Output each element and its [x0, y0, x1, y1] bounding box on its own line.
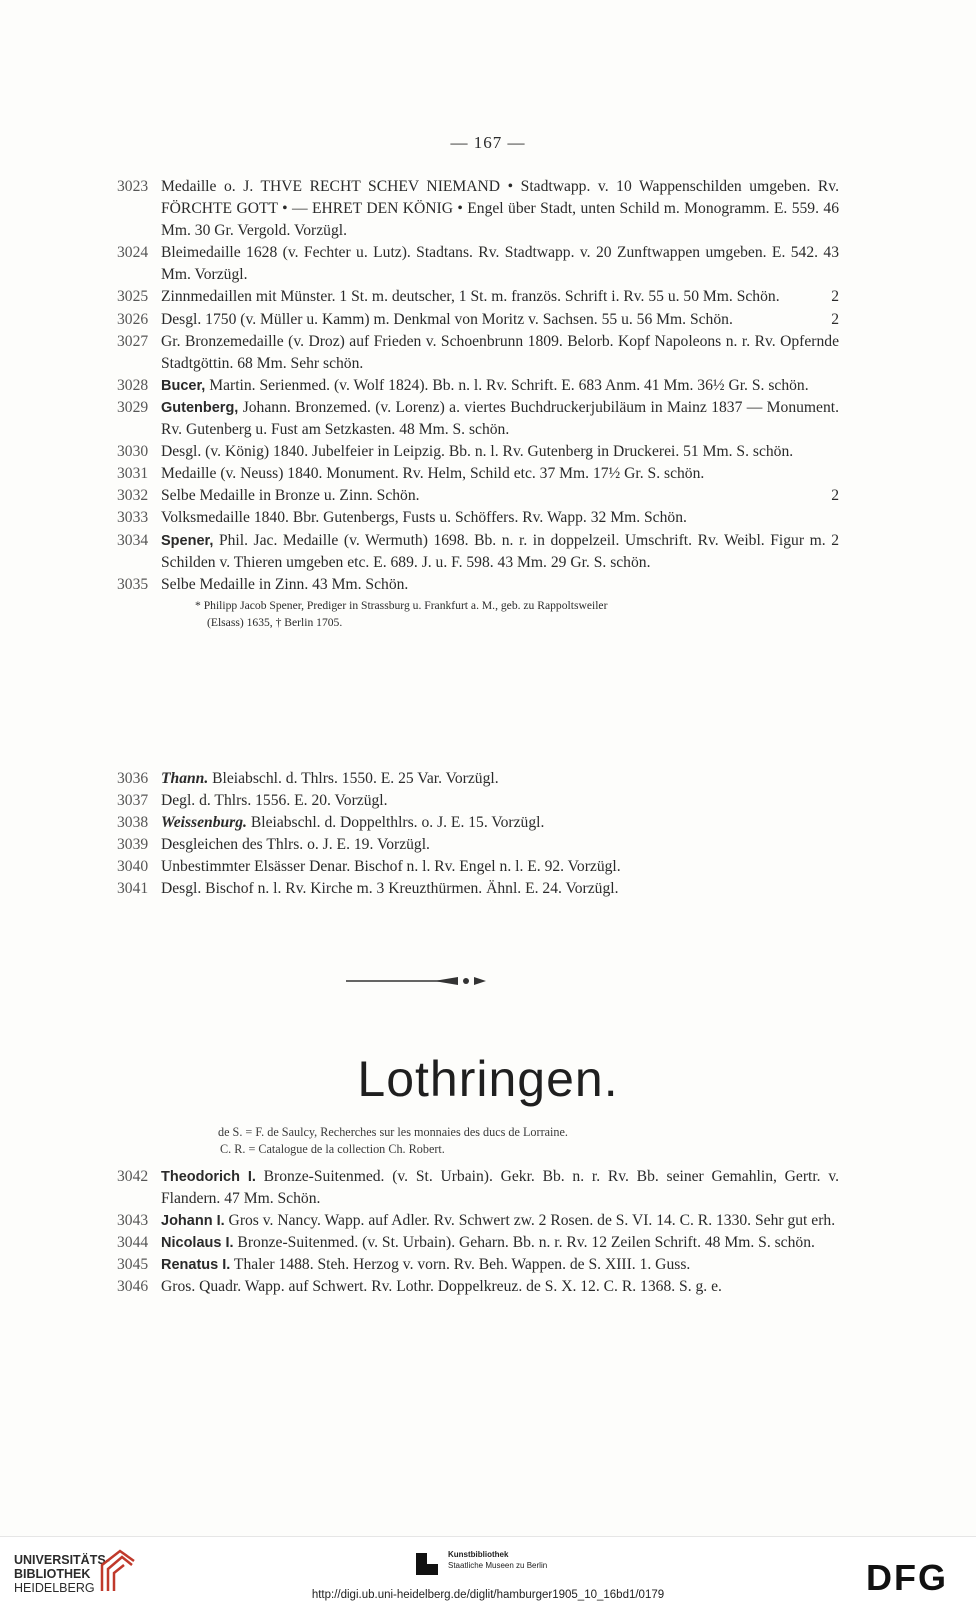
catalog-entry [117, 790, 839, 812]
entry-text: Medaille o. J. THVE RECHT SCHEV NIEMAND • Stadtwapp. v. 10 Wappenschilden umgeben. Rv. FÖRCHTE GOTT • — EHRET DEN KÖNIG • Engel über Stadt, unten Schild m. Monogramm. E. 559. 46 Mm. 30 Gr. Vergold. Vorzügl. [161, 178, 839, 240]
place-name: Weissenburg. [161, 814, 247, 832]
entry-text: Desgleichen des Thlrs. o. J. E. 19. Vorzügl. [161, 836, 430, 854]
ruler-name: Nicolaus I. [161, 1235, 234, 1252]
catalog-entry [117, 1254, 839, 1276]
entry-text: Johann. Bronzemed. (v. Lorenz) a. viertes Buchdruckerjubiläum in Mainz 1837 — Monument. Rv. Gutenberg u. Fust am Setzkasten. 48 Mm. S. schön. [161, 398, 839, 439]
catalog-entry [117, 176, 839, 242]
kunstbibliothek-logo-text [448, 1549, 547, 1571]
person-name: Gutenberg, [161, 399, 239, 416]
digitization-footer [0, 1536, 976, 1607]
lot-number: 3025 [117, 288, 149, 306]
catalog-entry [117, 574, 839, 596]
catalog-entry [117, 1166, 839, 1210]
catalog-entry [117, 1210, 839, 1232]
catalog-entry [117, 463, 839, 485]
lot-number: 3037 [117, 792, 149, 810]
entry-text: Volksmedaille 1840. Bbr. Gutenbergs, Fusts u. Schöffers. Rv. Wapp. 32 Mm. Schön. [161, 509, 687, 527]
library-name-line: HEIDELBERG [14, 1581, 95, 1595]
lot-number: 3035 [117, 575, 149, 593]
ruler-name: Theodorich I. [161, 1169, 256, 1185]
lot-number: 3042 [117, 1168, 149, 1185]
footnote [117, 597, 839, 631]
lot-number: 3044 [117, 1234, 149, 1252]
entry-text: Selbe Medaille in Bronze u. Zinn. Schön. [161, 487, 420, 505]
lot-number: 3041 [117, 880, 149, 898]
catalog-entry [117, 286, 839, 308]
entry-text: Bronze-Suitenmed. (v. St. Urbain). Gekr. Bb. n. r. Rv. Bb. seiner Gemahlin, Gertr. v. Flandern. 47 Mm. Schön. [161, 1168, 840, 1208]
kunstbibliothek-logo-icon [416, 1553, 438, 1575]
kb-name: Kunstbibliothek [448, 1550, 509, 1559]
entries-middle [117, 768, 839, 901]
quantity: 2 [831, 310, 839, 328]
quantity: 2 [831, 288, 839, 306]
lot-number: 3032 [117, 487, 149, 505]
lot-number: 3046 [117, 1278, 149, 1296]
entry-text: Desgl. Bischof n. l. Rv. Kirche m. 3 Kreuzthürmen. Ähnl. E. 24. Vorzügl. [161, 880, 619, 898]
catalog-entry [117, 768, 839, 790]
lot-number: 3028 [117, 376, 149, 394]
lot-number: 3029 [117, 398, 149, 416]
catalog-entry [117, 441, 839, 463]
kb-subtitle: Staatliche Museen zu Berlin [448, 1561, 548, 1570]
person-name: Spener, [161, 532, 214, 549]
lot-number: 3036 [117, 770, 149, 787]
catalog-entry [117, 397, 839, 441]
lot-number: 3024 [117, 244, 149, 262]
entry-text: Bleiabschl. d. Thlrs. 1550. E. 25 Var. Vorzügl. [208, 770, 499, 787]
page-number: — 167 — [450, 133, 526, 152]
lot-number: 3039 [117, 836, 149, 854]
lot-number: 3030 [117, 443, 149, 461]
lot-number: 3043 [117, 1212, 149, 1230]
lot-number: 3027 [117, 332, 149, 350]
catalog-entry [117, 530, 839, 574]
catalog-entry [117, 507, 839, 529]
lot-number: 3038 [117, 814, 149, 832]
entry-text: Desgl. 1750 (v. Müller u. Kamm) m. Denkmal von Moritz v. Sachsen. 55 u. 56 Mm. Schön. [161, 310, 733, 328]
entry-text: Bronze-Suitenmed. (v. St. Urbain). Geharn. Bb. n. r. Rv. 12 Zeilen Schrift. 48 Mm. S. schön. [233, 1234, 815, 1252]
entry-text: Degl. d. Thlrs. 1556. E. 20. Vorzügl. [161, 792, 388, 810]
catalog-entry [117, 812, 839, 834]
entry-text: Zinnmedaillen mit Münster. 1 St. m. deutscher, 1 St. m. französ. Schrift i. Rv. 55 u. 50 Mm. Schön. [161, 288, 780, 306]
entry-text: Gr. Bronzemedaille (v. Droz) auf Frieden v. Schoenbrunn 1809. Belorb. Kopf Napoleons n. r. Rv. Opfernde Stadtgöttin. 68 Mm. Sehr schön. [161, 332, 839, 372]
library-name-line: UNIVERSITÄTS- [14, 1553, 110, 1567]
catalog-entry [117, 834, 839, 856]
section-divider-ornament [346, 975, 486, 987]
catalog-entry [117, 1276, 839, 1298]
section-heading: Lothringen. [357, 1051, 619, 1107]
place-name: Thann. [161, 770, 209, 787]
entries-bottom [117, 1166, 839, 1299]
catalog-entry [117, 309, 839, 331]
footnote-line: * Philipp Jacob Spener, Prediger in Strassburg u. Frankfurt a. M., geb. zu Rappoltsweiler [195, 598, 608, 612]
entry-text: Medaille (v. Neuss) 1840. Monument. Rv. Helm, Schild etc. 37 Mm. 17½ Gr. S. schön. [161, 465, 705, 483]
catalog-entry [117, 331, 839, 375]
entries-top [117, 176, 839, 631]
lot-number: 3033 [117, 509, 149, 527]
entry-text: Selbe Medaille in Zinn. 43 Mm. Schön. [161, 575, 409, 593]
entry-text: Thaler 1488. Steh. Herzog v. vorn. Rv. Beh. Wappen. de S. XIII. 1. Guss. [230, 1256, 691, 1274]
university-library-logo-icon [98, 1547, 138, 1595]
catalog-entry [117, 242, 839, 286]
permalink-url[interactable]: http://digi.ub.uni-heidelberg.de/diglit/hamburger1905_10_16bd1/0179 [311, 1589, 665, 1601]
entry-text: Bleiabschl. d. Doppelthlrs. o. J. E. 15. Vorzügl. [246, 814, 545, 832]
lot-number: 3045 [117, 1256, 149, 1274]
lot-number: 3031 [117, 465, 149, 483]
catalog-entry [117, 485, 839, 507]
entry-text: Martin. Serienmed. (v. Wolf 1824). Bb. n. l. Rv. Schrift. E. 683 Anm. 41 Mm. 36½ Gr. S. schön. [205, 376, 809, 394]
lot-number: 3026 [117, 310, 149, 328]
lot-number: 3023 [117, 178, 149, 195]
ruler-name: Renatus I. [161, 1257, 231, 1274]
person-name: Bucer, [161, 377, 206, 394]
catalog-entry [117, 856, 839, 878]
abbreviations [218, 1124, 568, 1158]
catalog-entry [117, 375, 839, 397]
abbreviation-line: de S. = F. de Saulcy, Recherches sur les monnaies des ducs de Lorraine. [218, 1125, 568, 1139]
ruler-name: Johann I. [161, 1213, 225, 1230]
abbreviation-line: C. R. = Catalogue de la collection Ch. Robert. [220, 1142, 445, 1156]
lot-number: 3034 [117, 531, 149, 549]
entry-text: Gros v. Nancy. Wapp. auf Adler. Rv. Schwert zw. 2 Rosen. de S. VI. 14. C. R. 1330. Sehr gut erh. [224, 1212, 836, 1230]
quantity: 2 [831, 487, 839, 505]
entry-text: Gros. Quadr. Wapp. auf Schwert. Rv. Lothr. Doppelkreuz. de S. X. 12. C. R. 1368. S. g. e. [161, 1278, 722, 1296]
footnote-line: (Elsass) 1635, † Berlin 1705. [207, 615, 343, 629]
entry-text: Phil. Jac. Medaille (v. Wermuth) 1698. Bb. n. r. in doppelzeil. Umschrift. Rv. Weibl. Figur m. 2 Schilden v. Thieren umgeben etc. E. 689. J. u. F. 598. 43 Mm. 29 Gr. S. schön. [161, 531, 839, 571]
catalog-entry [117, 1232, 839, 1254]
entry-text: Unbestimmter Elsässer Denar. Bischof n. l. Rv. Engel n. l. E. 92. Vorzügl. [161, 858, 621, 876]
catalog-entry [117, 878, 839, 900]
entry-text: Bleimedaille 1628 (v. Fechter u. Lutz). Stadtans. Rv. Stadtwapp. v. 20 Zunftwappen umgeben. E. 542. 43 Mm. Vorzügl. [161, 244, 839, 284]
dfg-logo: DFG [866, 1557, 948, 1598]
lot-number: 3040 [117, 858, 149, 876]
entry-text: Desgl. (v. König) 1840. Jubelfeier in Leipzig. Bb. n. l. Rv. Gutenberg in Druckerei. 51 Mm. S. schön. [161, 443, 794, 461]
library-name-line: BIBLIOTHEK [14, 1567, 91, 1581]
